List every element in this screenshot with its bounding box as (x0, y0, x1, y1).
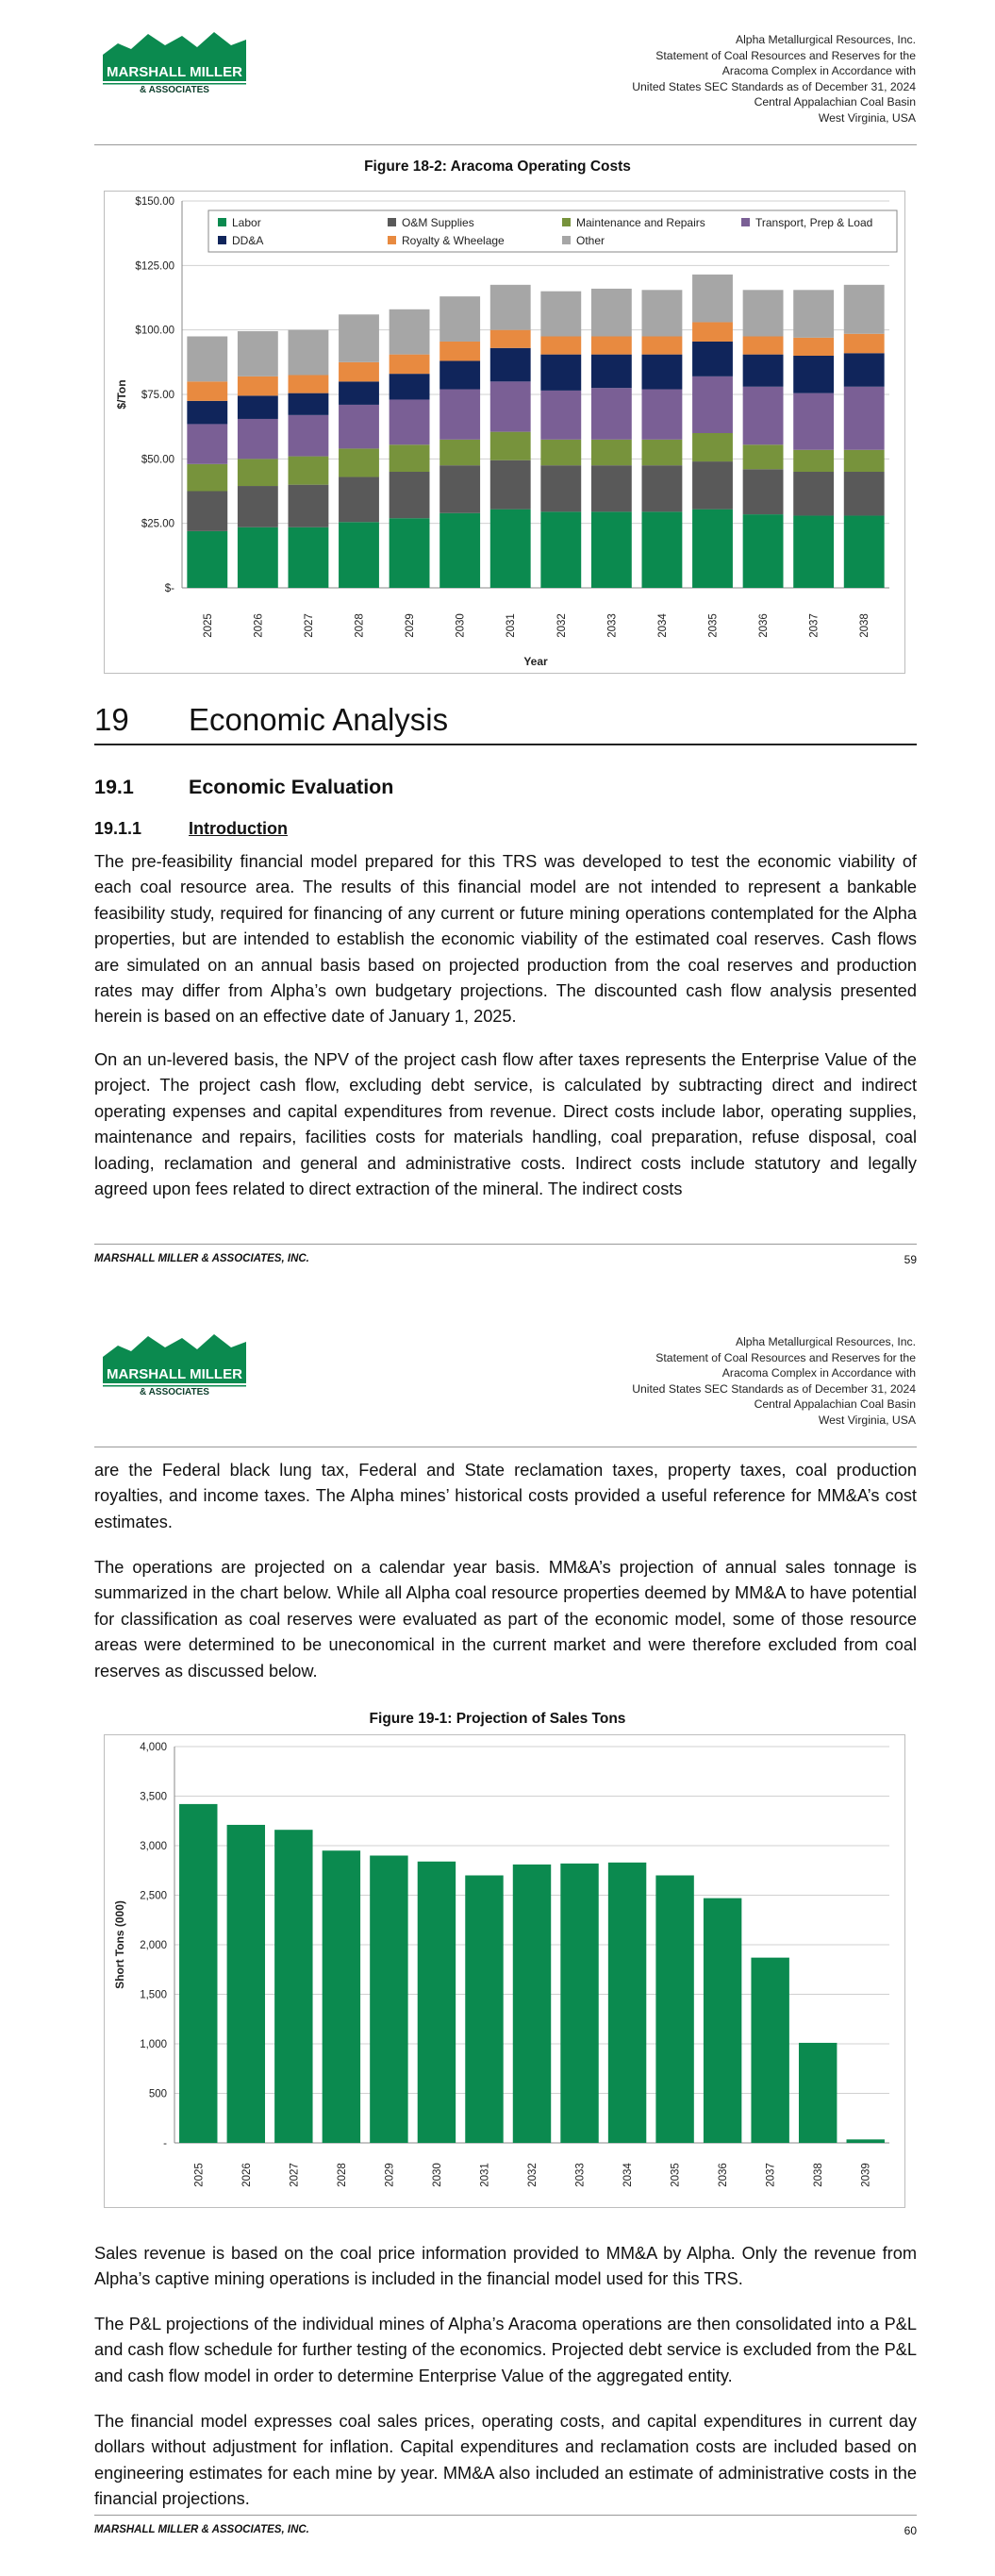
header-line: Central Appalachian Coal Basin (754, 95, 916, 109)
bar-segment (439, 342, 480, 361)
y-tick-label: $125.00 (135, 260, 174, 273)
figure-title: Figure 19-1: Projection of Sales Tons (369, 1711, 626, 1727)
x-tick-label: 2031 (479, 2163, 491, 2187)
bar-segment (642, 355, 683, 390)
x-tick-label: 2034 (656, 613, 669, 638)
bar-segment (289, 330, 329, 376)
document-header (632, 32, 916, 126)
header-divider (94, 144, 917, 145)
bar-segment (743, 469, 784, 514)
x-tick-label: 2033 (574, 2163, 587, 2187)
bar (370, 1856, 407, 2144)
bar (560, 1864, 598, 2143)
legend-swatch (741, 218, 750, 226)
y-axis-label: $/Ton (115, 379, 128, 410)
x-tick-label: 2025 (202, 613, 214, 638)
legend-label: Transport, Prep & Load (755, 216, 873, 229)
bar-segment (289, 457, 329, 485)
paragraph: are the Federal black lung tax, Federal and State reclamation taxes, property taxes, coal production royalties, and income taxes. The Alpha mines’ historical costs provided a useful reference for MM&A’s cost estimates. (94, 1461, 917, 1531)
subsubsection-title: Introduction (189, 819, 288, 838)
y-tick-label: 3,500 (140, 1791, 167, 1803)
legend-label: Maintenance and Repairs (576, 216, 705, 229)
bar-segment (591, 511, 632, 588)
bar (847, 2139, 885, 2143)
bar-segment (289, 485, 329, 527)
bar-segment (339, 362, 379, 382)
x-tick-label: 2035 (707, 613, 720, 638)
bar-segment (743, 387, 784, 445)
bar-segment (692, 376, 733, 433)
bar-segment (540, 355, 581, 391)
bar-segment (793, 338, 834, 356)
bar-segment (439, 390, 480, 440)
bar-segment (793, 472, 834, 515)
sales-tons-chart (104, 1734, 905, 2208)
page-number: 60 (904, 2524, 917, 2537)
paragraph: The P&L projections of the individual mines of Alpha’s Aracoma operations are then consolidated into a P&L and cash flow schedule for further testing of the economics. Projected debt service is excluded from the P&L and cash flow model in order to determine Enterprise Value of the aggregated entity. (94, 2315, 917, 2385)
svg-text:MARSHALL MILLER: MARSHALL MILLER (107, 64, 242, 80)
paragraph: The pre-feasibility financial model prepared for this TRS was developed to test the economic viability of each coal resource area. The results of this financial model are not intended to represent a bankable feasibility study, required for financing of any current or future mining operations contemplated for the Alpha properties, but are intended to establish the economic viability of the estimated coal reserves. Cash flows are simulated on an annual basis based on projected production from the coal reserves and production rates may differ from Alpha’s own budgetary projections. The discounted cash flow analysis presented herein is based on an effective date of January 1, 2025. (94, 852, 917, 1027)
y-tick-label: $100.00 (135, 325, 174, 337)
bar-segment (390, 355, 430, 375)
x-tick-label: 2025 (193, 2163, 206, 2187)
bar-segment (642, 440, 683, 465)
y-tick-label: 1,000 (140, 2039, 167, 2050)
y-tick-label: 2,000 (140, 1940, 167, 1951)
bar-segment (439, 513, 480, 588)
bar-segment (187, 424, 227, 463)
bar-segment (591, 465, 632, 511)
x-tick-label: 2032 (527, 2163, 539, 2187)
bar-segment (339, 381, 379, 405)
x-axis-label: Year (523, 655, 548, 668)
legend-swatch (218, 236, 226, 244)
page-footer (94, 1253, 917, 1264)
x-tick-label: 2034 (622, 2163, 635, 2187)
footer-firm: MARSHALL MILLER & ASSOCIATES, INC. (94, 1253, 309, 1264)
subsubsection-number: 19.1.1 (94, 819, 142, 838)
header-line: West Virginia, USA (818, 1413, 916, 1427)
bar-segment (540, 440, 581, 465)
x-tick-label: 2028 (336, 2163, 348, 2187)
bar (513, 1865, 551, 2143)
legend-label: Other (576, 234, 605, 247)
bar (323, 1850, 360, 2143)
legend-swatch (388, 218, 396, 226)
figure-title: Figure 18-2: Aracoma Operating Costs (364, 159, 631, 175)
bar-segment (692, 510, 733, 588)
header-company: Alpha Metallurgical Resources, Inc. (735, 33, 916, 46)
section-number: 19 (94, 702, 129, 737)
bar-segment (642, 511, 683, 588)
bar-segment (490, 460, 531, 510)
x-tick-label: 2038 (813, 2163, 825, 2187)
bar-segment (591, 337, 632, 355)
x-tick-label: 2027 (303, 613, 315, 638)
x-tick-label: 2037 (808, 613, 821, 638)
bar (418, 1862, 456, 2143)
bar-segment (439, 440, 480, 465)
x-tick-label: 2033 (606, 613, 619, 638)
bar-segment (642, 465, 683, 511)
bar-segment (238, 419, 278, 459)
bar (704, 1899, 741, 2143)
x-tick-label: 2036 (758, 613, 771, 638)
y-tick-label: 2,500 (140, 1890, 167, 1902)
bar-segment (187, 401, 227, 425)
bar-segment (390, 309, 430, 355)
x-tick-label: 2037 (765, 2163, 777, 2187)
paragraph: The operations are projected on a calendar year basis. MM&A’s projection of annual sales tonnage is summarized in the chart below. While all Alpha coal resource properties deemed by MM&A to have potential for classification as coal reserves were evaluated as part of the economic model, some of those resource areas were determined to be uneconomical in the current market and were therefore excluded from coal reserves as discussed below. (94, 1558, 917, 1681)
x-tick-label: 2026 (253, 613, 265, 638)
bar-segment (490, 348, 531, 382)
legend-label: DD&A (232, 234, 264, 247)
x-tick-label: 2031 (506, 613, 518, 638)
x-tick-label: 2029 (405, 613, 417, 638)
x-tick-label: 2036 (718, 2163, 730, 2187)
bar-segment (339, 522, 379, 588)
bar-segment (844, 387, 885, 450)
header-line: Aracoma Complex in Accordance with (721, 64, 916, 78)
footer-firm: MARSHALL MILLER & ASSOCIATES, INC. (94, 2524, 309, 2535)
bar-segment (591, 289, 632, 337)
bar-segment (743, 337, 784, 355)
bar-segment (692, 433, 733, 461)
bar-segment (490, 510, 531, 588)
x-tick-label: 2026 (240, 2163, 253, 2187)
y-tick-label: 4,000 (140, 1742, 167, 1753)
legend-label: Labor (232, 216, 261, 229)
bar-segment (591, 355, 632, 389)
x-tick-label: 2030 (431, 2163, 443, 2187)
bar-segment (289, 376, 329, 393)
bar-segment (793, 290, 834, 338)
operating-costs-chart (104, 191, 905, 674)
bar-segment (490, 432, 531, 460)
bar-segment (439, 360, 480, 389)
subsection-heading (94, 776, 917, 799)
bar-segment (187, 492, 227, 531)
bar-segment (390, 518, 430, 588)
paragraph: Sales revenue is based on the coal price information provided to MM&A by Alpha. Only the revenue from Alpha’s captive mining operations is included in the financial model used for this TRS. (94, 2244, 917, 2289)
marshall-miller-logo (99, 26, 250, 100)
page-footer (94, 2524, 917, 2535)
bar-segment (743, 444, 784, 469)
bar-segment (238, 376, 278, 396)
bar-segment (289, 393, 329, 415)
bar-segment (844, 515, 885, 588)
subsection-title: Economic Evaluation (189, 776, 394, 798)
header-line: West Virginia, USA (818, 110, 916, 125)
bar-segment (439, 296, 480, 342)
bar-segment (339, 405, 379, 448)
bar-segment (844, 334, 885, 354)
bar-segment (844, 353, 885, 387)
bar-segment (844, 472, 885, 515)
legend-swatch (562, 218, 571, 226)
x-tick-label: 2038 (859, 613, 871, 638)
subsubsection-heading (94, 819, 917, 839)
bar-segment (793, 450, 834, 472)
bar-segment (238, 395, 278, 419)
bar-segment (339, 448, 379, 477)
bar-segment (390, 399, 430, 444)
bar-segment (692, 461, 733, 510)
bar (655, 1876, 693, 2144)
bar (465, 1876, 503, 2144)
bar-segment (187, 381, 227, 401)
svg-text:& ASSOCIATES: & ASSOCIATES (140, 85, 209, 95)
bar-segment (390, 374, 430, 399)
svg-text:MARSHALL MILLER: MARSHALL MILLER (107, 1366, 242, 1382)
y-tick-label: $150.00 (135, 196, 174, 208)
bar-segment (844, 285, 885, 334)
operating-costs-chart-svg (105, 192, 904, 673)
y-tick-label: 3,000 (140, 1841, 167, 1852)
legend-swatch (218, 218, 226, 226)
y-tick-label: $25.00 (141, 518, 174, 530)
bar-segment (390, 472, 430, 518)
header-line: United States SEC Standards as of December 31, 2024 (632, 1381, 916, 1396)
bar-segment (540, 391, 581, 440)
bar (227, 1825, 265, 2143)
svg-text:& ASSOCIATES: & ASSOCIATES (140, 1387, 209, 1397)
legend-label: Royalty & Wheelage (402, 234, 505, 247)
paragraph: The financial model expresses coal sales prices, operating costs, and capital expenditures in current day dollars without adjustment for inflation. Capital expenditures and reclamation costs are included based on engineering estimates for each mine by year. MM&A also included an estimate of administrative costs in the financial projections. (94, 2412, 917, 2509)
y-axis-label: Short Tons (000) (113, 1900, 126, 1989)
x-tick-label: 2030 (455, 613, 467, 638)
header-line: Statement of Coal Resources and Reserves for the (655, 48, 916, 62)
bar-segment (642, 390, 683, 440)
bar-segment (490, 285, 531, 330)
header-line: Statement of Coal Resources and Reserves for the (655, 1350, 916, 1364)
section-heading (94, 702, 917, 745)
bar-segment (490, 330, 531, 348)
header-company: Alpha Metallurgical Resources, Inc. (735, 1335, 916, 1348)
bar-segment (743, 514, 784, 588)
bar-segment (793, 356, 834, 393)
bar-segment (591, 440, 632, 465)
legend-swatch (562, 236, 571, 244)
bar-segment (238, 459, 278, 486)
legend-label: O&M Supplies (402, 216, 474, 229)
bar-segment (642, 337, 683, 355)
bar-segment (540, 337, 581, 355)
header-line: Aracoma Complex in Accordance with (721, 1366, 916, 1380)
bar-segment (238, 527, 278, 588)
y-tick-label: $50.00 (141, 454, 174, 466)
sales-tons-chart-svg (105, 1735, 904, 2207)
bar-segment (339, 477, 379, 522)
bar-segment (238, 486, 278, 527)
y-tick-label: 1,500 (140, 1989, 167, 2001)
bar (799, 2043, 837, 2143)
bar-segment (490, 381, 531, 431)
bar (274, 1830, 312, 2143)
bar-segment (692, 275, 733, 323)
bar-segment (238, 331, 278, 376)
document-header (632, 1334, 916, 1429)
bar (179, 1804, 217, 2143)
paragraph: On an un-levered basis, the NPV of the project cash flow after taxes represents the Enterprise Value of the project. The project cash flow, excluding debt service, is calculated by subtracting direct and indirect operating expenses and capital expenditures from revenue. Direct costs include labor, operating supplies, maintenance and repairs, facilities costs for materials handling, coal preparation, refuse disposal, coal loading, reclamation and general and administrative costs. Indirect costs include statutory and legally agreed upon fees related to direct extraction of the mineral. The indirect costs (94, 1050, 917, 1199)
x-tick-label: 2027 (289, 2163, 301, 2187)
bar-segment (793, 393, 834, 450)
page-number: 59 (904, 1253, 917, 1266)
section-title: Economic Analysis (189, 702, 449, 737)
bar-segment (540, 292, 581, 337)
header-line: Central Appalachian Coal Basin (754, 1397, 916, 1412)
bar-segment (591, 388, 632, 440)
y-tick-label: - (163, 2138, 167, 2149)
x-tick-label: 2035 (670, 2163, 682, 2187)
bar-segment (642, 290, 683, 336)
bar-segment (692, 342, 733, 376)
footer-divider (94, 1244, 917, 1245)
marshall-miller-logo (99, 1329, 250, 1402)
x-tick-label: 2029 (384, 2163, 396, 2187)
bar-segment (289, 415, 329, 457)
bar-segment (844, 450, 885, 472)
y-tick-label: $- (164, 583, 174, 594)
footer-divider (94, 2515, 917, 2516)
bar-segment (187, 531, 227, 588)
bar-segment (743, 355, 784, 387)
y-tick-label: $75.00 (141, 390, 174, 401)
x-tick-label: 2039 (860, 2163, 872, 2187)
y-tick-label: 500 (148, 2088, 167, 2100)
bar-segment (339, 314, 379, 362)
bar-segment (187, 337, 227, 382)
bar-segment (540, 465, 581, 511)
bar-segment (692, 322, 733, 342)
bar (751, 1958, 788, 2143)
subsection-number: 19.1 (94, 776, 134, 798)
x-tick-label: 2028 (354, 613, 366, 638)
header-line: United States SEC Standards as of December 31, 2024 (632, 79, 916, 93)
bar-segment (439, 465, 480, 513)
legend-swatch (388, 236, 396, 244)
x-tick-label: 2032 (556, 613, 568, 638)
bar-segment (793, 515, 834, 588)
bar-segment (743, 290, 784, 336)
bar-segment (289, 527, 329, 588)
bar-segment (187, 464, 227, 492)
bar (608, 1863, 646, 2143)
bar-segment (390, 444, 430, 472)
bar-segment (540, 511, 581, 588)
page-60 (0, 1302, 995, 2576)
